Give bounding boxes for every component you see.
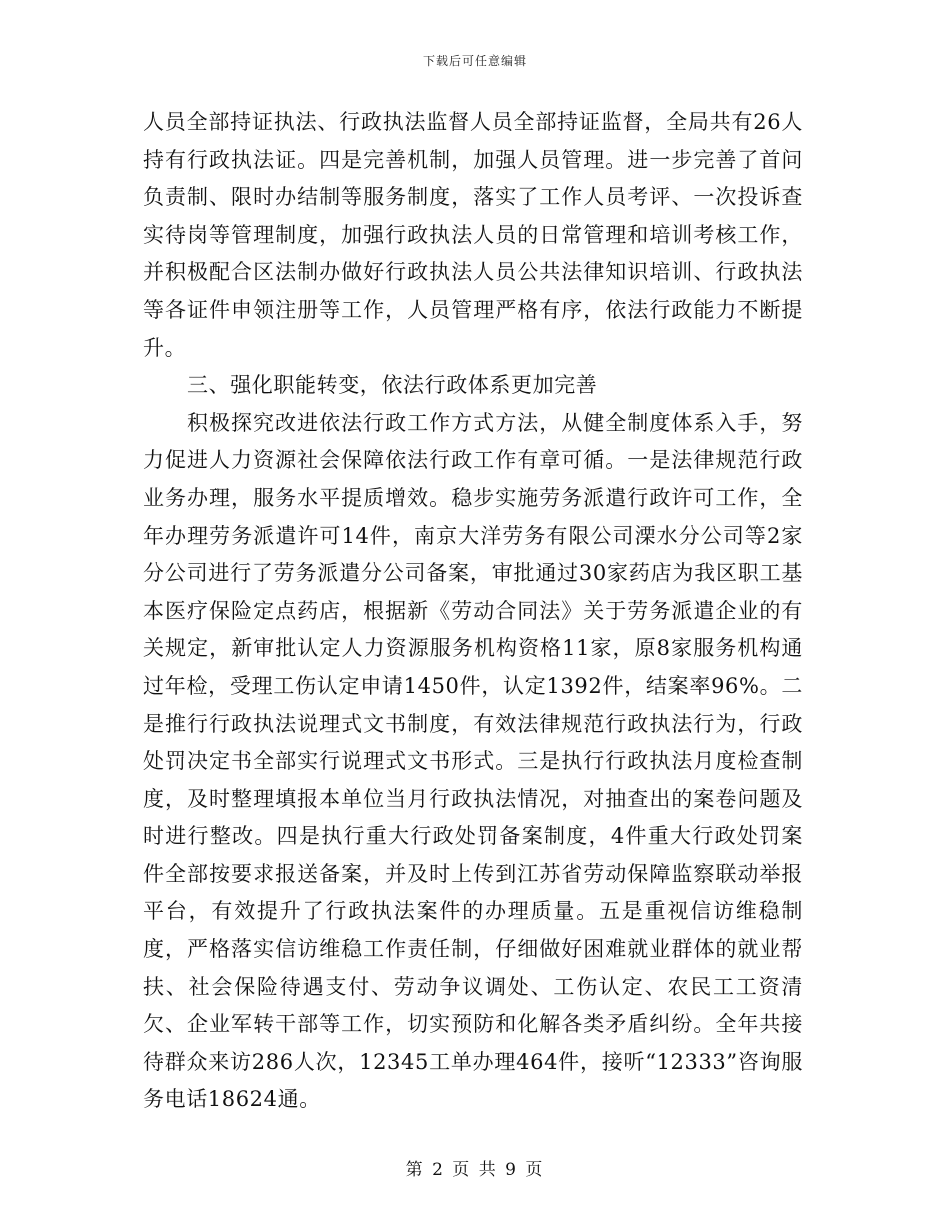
page-header: 下载后可任意编辑 — [422, 54, 527, 68]
body-paragraph: 积极探究改进依法行政工作方式方法，从健全制度体系入手，努力促进人力资源社会保障依法行政工作有章可循。一是法律规范行政业务办理，服务水平提质增效。稳步实施劳务派遣行政许可工作，全年办理劳务派遣许可14件，南京大洋劳务有限公司溧水分公司等2家分公司进行了劳务派遣分公司备案，审批通过30家药店为我区职工基本医疗保险定点药店，根据新《劳动合同法》关于劳务派遣企业的有关规定，新审批认定人力资源服务机构资格11家，原8家服务机构通过年检，受理工伤认定申请1450件，认定1392件，结案率96%。二是推行行政执法说理式文书制度，有效法律规范行政执法行为，行政处罚决定书全部实行说理式文书形式。三是执行行政执法月度检查制度，及时整理填报本单位当月行政执法情况，对抽查出的案卷问题及时进行整改。四是执行重大行政处罚备案制度，4件重大行政处罚案件全部按要求报送备案，并及时上传到江苏省劳动保障监察联动举报平台，有效提升了行政执法案件的办理质量。五是重视信访维稳制度，严格落实信访维稳工作责任制，仔细做好困难就业群体的就业帮扶、社会保险待遇支付、劳动争议调处、工伤认定、农民工工资清欠、企业军转干部等工作，切实预防和化解各类矛盾纠纷。全年共接待群众来访286人次，12345工单办理464件，接听“12333”咨询服务电话18624通。 — [143, 410, 803, 1112]
body-paragraph: 人员全部持证执法、行政执法监督人员全部持证监督，全局共有26人持有行政执法证。四是完善机制，加强人员管理。进一步完善了首问负责制、限时办结制等服务制度，落实了工作人员考评、一次投诉查实待岗等管理制度，加强行政执法人员的日常管理和培训考核工作，并积极配合区法制办做好行政执法人员公共法律知识培训、行政执法等各证件申领注册等工作，人员管理严格有序，依法行政能力不断提升。 — [143, 110, 803, 360]
section-heading: 三、强化职能转变，依法行政体系更加完善 — [187, 373, 598, 398]
document-body — [143, 104, 803, 1119]
page-footer: 第 2 页 共 9 页 — [405, 1160, 545, 1180]
